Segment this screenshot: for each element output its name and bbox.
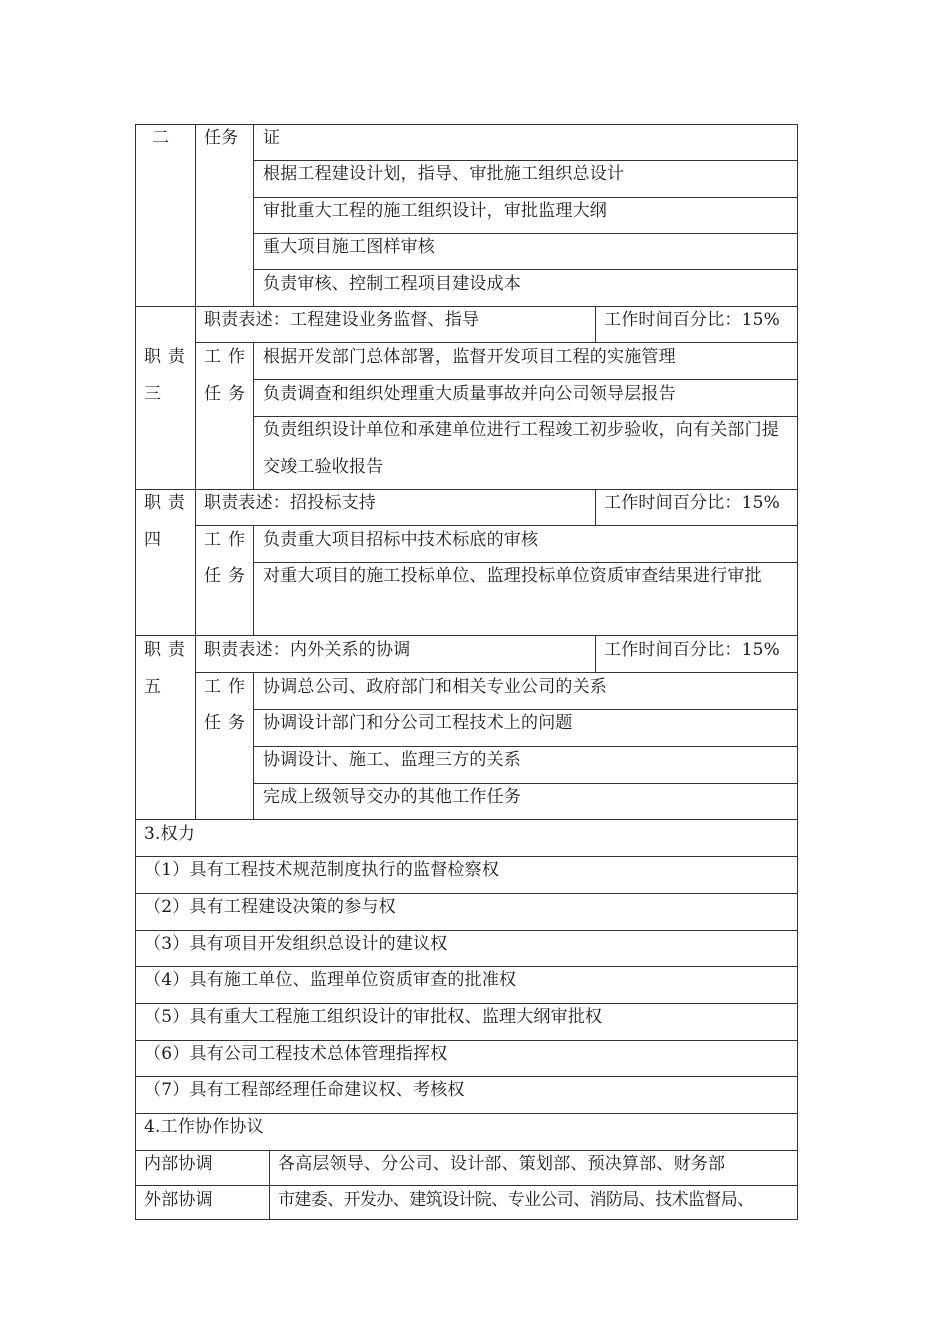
work-label: 工作 [204,530,252,550]
work-label: 任务 [204,384,252,404]
task-item: 重大项目施工图样审核 [263,237,435,257]
section-number: 二 [152,128,170,148]
task-item: 负责审核、控制工程项目建设成本 [263,274,521,294]
task-item: 负责重大项目招标中技术标底的审核 [263,530,539,550]
power-item: （1）具有工程技术规范制度执行的监督检察权 [144,860,500,880]
power-item: （2）具有工程建设决策的参与权 [144,897,396,917]
duty-number: 四 [144,530,162,550]
power-item: （4）具有施工单位、监理单位资质审查的批准权 [144,970,517,990]
section-heading: 4.工作协作协议 [144,1117,264,1137]
task-item: 协调总公司、政府部门和相关专业公司的关系 [263,677,607,697]
work-label: 工作 [204,347,252,367]
renwu-label: 任务 [204,128,239,148]
power-item: （3）具有项目开发组织总设计的建议权 [144,934,448,954]
section-heading: 3.权力 [144,824,196,844]
duty-label: 职责 [144,347,192,367]
time-percentage: 工作时间百分比：15% [604,640,780,660]
work-label: 任务 [204,566,252,586]
task-item: 负责调查和组织处理重大质量事故并向公司领导层报告 [263,384,676,404]
task-item: 根据开发部门总体部署，监督开发项目工程的实施管理 [263,347,676,367]
time-percentage: 工作时间百分比：15% [604,493,780,513]
work-label: 工作 [204,677,252,697]
external-coordination-label: 外部协调 [144,1190,213,1210]
duty-label: 职责 [144,493,192,513]
duty-number: 三 [144,384,162,404]
task-item: 完成上级领导交办的其他工作任务 [263,787,521,807]
duty-label: 职责 [144,640,192,660]
task-item: 审批重大工程的施工组织设计，审批监理大纲 [263,201,607,221]
task-item: 证 [263,128,281,148]
task-item: 协调设计、施工、监理三方的关系 [263,750,521,770]
external-coordination-value: 市建委、开发办、建筑设计院、专业公司、消防局、技术监督局、 [278,1190,754,1210]
task-item: 对重大项目的施工投标单位、监理投标单位资质审查结果进行审批 [263,566,762,586]
task-item: 根据工程建设计划，指导、审批施工组织总设计 [263,164,625,184]
power-item: （6）具有公司工程技术总体管理指挥权 [144,1044,448,1064]
duty-description: 职责表述：工程建设业务监督、指导 [204,310,480,330]
work-label: 任务 [204,713,252,733]
internal-coordination-label: 内部协调 [144,1154,213,1174]
time-percentage: 工作时间百分比：15% [604,310,780,330]
power-item: （7）具有工程部经理任命建议权、考核权 [144,1080,465,1100]
task-item: 协调设计部门和分公司工程技术上的问题 [263,713,573,733]
power-item: （5）具有重大工程施工组织设计的审批权、监理大纲审批权 [144,1007,603,1027]
task-item: 负责组织设计单位和承建单位进行工程竣工初步验收，向有关部门提交竣工验收报告 [263,420,779,477]
internal-coordination-value: 各高层领导、分公司、设计部、策划部、预决算部、财务部 [278,1154,726,1174]
duty-number: 五 [144,677,162,697]
duty-description: 职责表述：内外关系的协调 [204,640,411,660]
duty-description: 职责表述：招投标支持 [204,493,376,513]
